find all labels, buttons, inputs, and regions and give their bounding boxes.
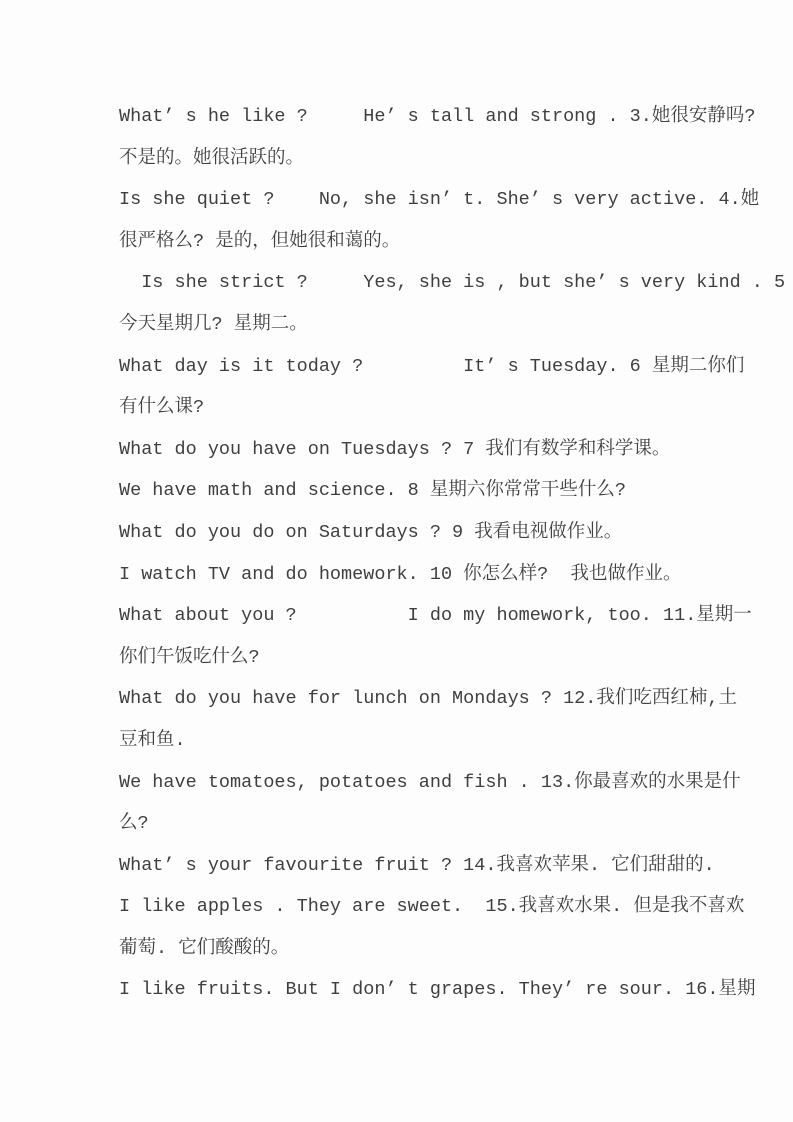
paragraph — [119, 262, 786, 345]
paragraph — [119, 554, 779, 596]
paragraph — [119, 346, 779, 429]
document-content — [119, 96, 786, 1011]
paragraph — [119, 179, 779, 262]
text-line: 今天星期几? 星期二。 — [119, 313, 308, 335]
text-line: I like apples . They are sweet. 15.我喜欢水果. 但是我不喜欢 — [119, 896, 745, 918]
text-line: 很严格么? 是的，但她很和蔼的。 — [119, 230, 401, 252]
text-line: What day is it today ? It’ s Tuesday. 6 星期二你们 — [119, 355, 745, 377]
text-line: We have math and science. 8 星期六你常常干些什么? — [119, 480, 626, 502]
text-line: 豆和鱼. — [119, 729, 186, 751]
text-line: What do you have for lunch on Mondays ? 12.我们吃西红柿,土 — [119, 688, 737, 710]
text-line: Is she strict ? Yes, she is , but she’ s very kind . 5 — [119, 272, 786, 294]
paragraph — [119, 678, 779, 761]
paragraph — [119, 845, 779, 887]
paragraph — [119, 512, 779, 554]
text-line: 你们午饭吃什么? — [119, 646, 260, 668]
paragraph — [119, 470, 779, 512]
text-line: What about you ? I do my homework, too. 11.星期一 — [119, 605, 752, 627]
text-line: We have tomatoes, potatoes and fish . 13.你最喜欢的水果是什 — [119, 771, 741, 793]
text-line: I watch TV and do homework. 10 你怎么样? 我也做作业。 — [119, 563, 682, 585]
text-line: What’ s he like ? He’ s tall and strong . 3.她很安静吗? — [119, 106, 756, 127]
text-line: 么? — [119, 813, 149, 835]
text-line: 有什么课? — [119, 397, 205, 419]
paragraph — [119, 886, 779, 969]
text-line: I like fruits. But I don’ t grapes. They’ re sour. 16.星期 — [119, 979, 756, 1001]
paragraph — [119, 762, 779, 845]
text-line: What do you do on Saturdays ? 9 我看电视做作业。 — [119, 521, 623, 543]
paragraph — [119, 969, 779, 1011]
text-line: 不是的。她很活跃的。 — [119, 147, 305, 169]
text-line: 葡萄. 它们酸酸的。 — [119, 937, 290, 959]
paragraph — [119, 429, 779, 471]
text-line: What do you have on Tuesdays ? 7 我们有数学和科学课。 — [119, 438, 671, 460]
paragraph — [119, 595, 779, 678]
paragraph — [119, 96, 779, 179]
text-line: What’ s your favourite fruit ? 14.我喜欢苹果. 它们甜甜的. — [119, 854, 715, 876]
text-line: Is she quiet ? No, she isn’ t. She’ s very active. 4.她 — [119, 189, 760, 211]
